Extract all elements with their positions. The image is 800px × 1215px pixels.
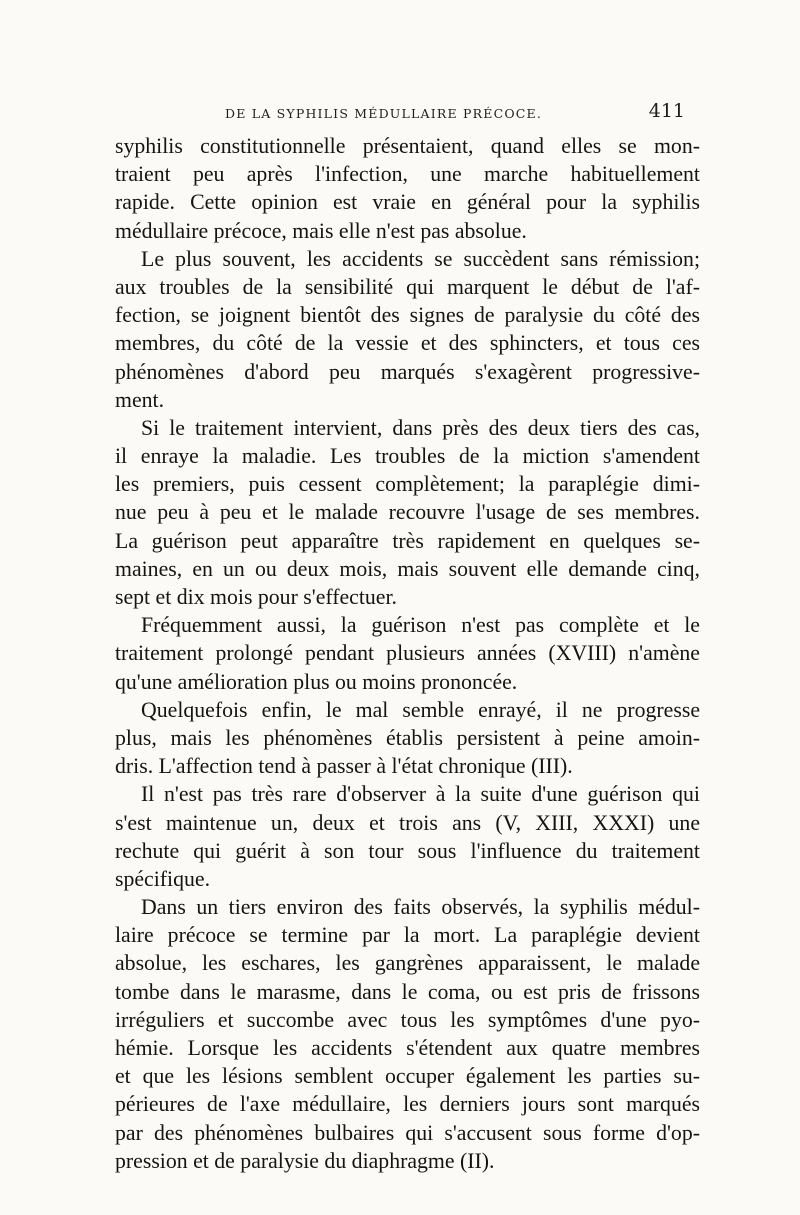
text-line: aux troubles de la sensibilité qui marquent le début de l'af- [115, 274, 700, 299]
text-line: périeures de l'axe médullaire, les derniers jours sont marqués [115, 1092, 700, 1117]
text-line: syphilis constitutionnelle présentaient, quand elles se mon- [115, 134, 700, 158]
text-line: dris. L'affection tend à passer à l'état chronique (III). [115, 754, 573, 779]
text-line: tombe dans le marasme, dans le coma, ou est pris de frissons [115, 979, 700, 1004]
text-line: hémie. Lorsque les accidents s'étendent aux quatre membres [115, 1036, 700, 1060]
text-line: Quelquefois enfin, le mal semble enrayé, il ne progresse [141, 697, 700, 722]
text-line: Le plus souvent, les accidents se succèdent sans rémission; [141, 246, 700, 271]
text-line: rechute qui guérit à son tour sous l'influence du traitement [115, 838, 700, 863]
text-line: plus, mais les phénomènes établis persistent à peine amoin- [115, 725, 700, 750]
running-head: DE LA SYPHILIS MÉDULLAIRE PRÉCOCE. [225, 106, 543, 121]
text-line: spécifique. [115, 866, 211, 891]
text-line: s'est maintenue un, deux et trois ans (V, XIII, XXXI) une [115, 810, 700, 835]
text-line: traient peu après l'infection, une marche habituellement [115, 162, 700, 187]
text-line: fection, se joignent bientôt des signes de paralysie du côté des [115, 303, 700, 328]
text-line: Dans un tiers environ des faits observés, la syphilis médul- [141, 895, 700, 920]
text-line: médullaire précoce, mais elle n'est pas absolue. [115, 218, 527, 243]
text-line: maines, en un ou deux mois, mais souvent elle demande cinq, [115, 556, 700, 581]
text-line: La guérison peut apparaître très rapidement en quelques se- [115, 528, 700, 553]
text-line: absolue, les eschares, les gangrènes apparaissent, le malade [115, 951, 700, 976]
text-line: Fréquemment aussi, la guérison n'est pas complète et le [141, 613, 700, 638]
text-line: Il n'est pas très rare d'observer à la suite d'une guérison qui [141, 782, 700, 807]
text-line: rapide. Cette opinion est vraie en général pour la syphilis [115, 190, 700, 215]
text-line: ment. [115, 387, 165, 412]
text-line: Si le traitement intervient, dans près des deux tiers des cas, [141, 415, 700, 440]
body-text [115, 132, 700, 1175]
text-line: laire précoce se termine par la mort. La paraplégie devient [115, 923, 700, 948]
page-number: 411 [648, 100, 685, 122]
text-line: irréguliers et succombe avec tous les symptômes d'une pyo- [115, 1007, 700, 1032]
text-line: traitement prolongé pendant plusieurs années (XVIII) n'amène [115, 641, 700, 666]
text-line: et que les lésions semblent occuper également les parties su- [115, 1064, 700, 1089]
text-line: pression et de paralysie du diaphragme (II). [115, 1148, 495, 1173]
text-line: membres, du côté de la vessie et des sphincters, et tous ces [115, 331, 700, 356]
text-line: sept et dix mois pour s'effectuer. [115, 585, 397, 609]
text-line: nue peu à peu et le malade recouvre l'usage de ses membres. [115, 500, 700, 525]
text-line: les premiers, puis cessent complètement; la paraplégie dimi- [115, 472, 700, 497]
page-header [115, 100, 695, 126]
text-line: phénomènes d'abord peu marqués s'exagèrent progressive- [115, 359, 700, 384]
text-line: il enraye la maladie. Les troubles de la miction s'amendent [115, 444, 700, 469]
text-line: qu'une amélioration plus ou moins prononcée. [115, 669, 518, 694]
text-line: par des phénomènes bulbaires qui s'accusent sous forme d'op- [115, 1120, 700, 1145]
